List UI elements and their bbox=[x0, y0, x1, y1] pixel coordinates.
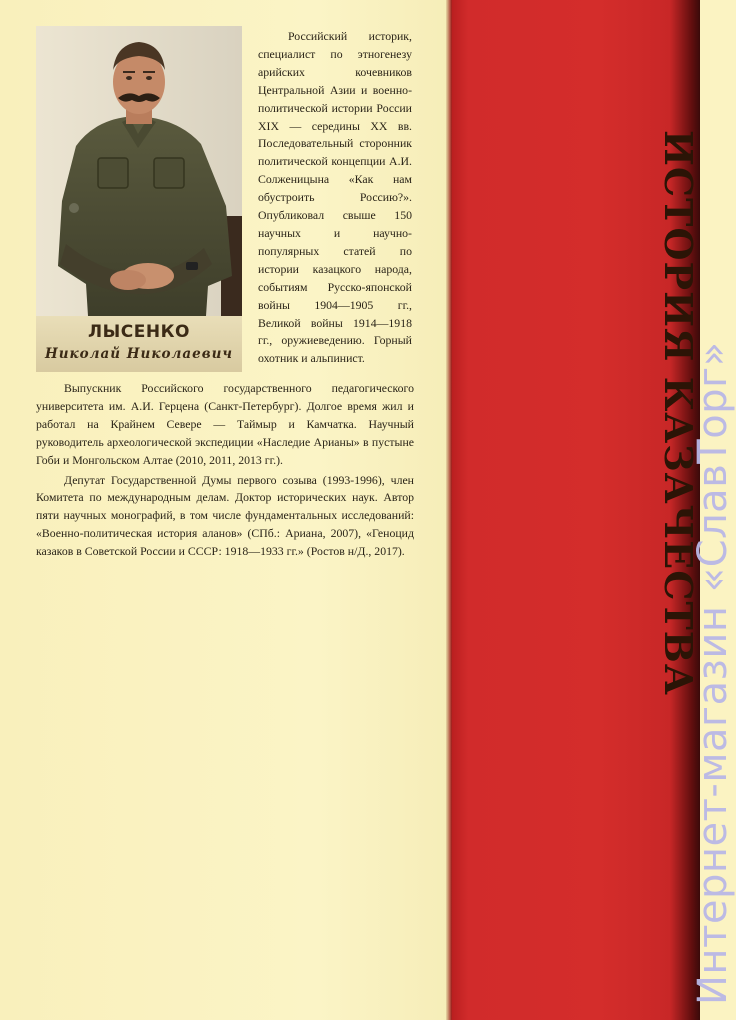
author-portrait-illustration bbox=[36, 26, 242, 316]
bio-paragraph-career: Депутат Государственной Думы первого созыва (1993-1996), член Комитета по международным делам. Доктор исторических наук. Автор пяти научных монографий, в том числе фундаментальных исследований: «Военно-политическая история аланов» (СПб.: Ариана, 2007), «Геноцид казаков в Советской России и СССР: 1918—1933 гг.» (Ростов н/Д., 2017). bbox=[36, 472, 414, 559]
author-bio-intro bbox=[258, 28, 412, 368]
author-surname: ЛЫСЕНКО bbox=[88, 322, 190, 342]
author-bio-main bbox=[36, 380, 414, 563]
bio-intro-text: Российский историк, специалист по этногенезу арийских кочевников Центральной Азии и военно-политической истории России XIX — середины XX вв. Последовательный сторонник политической концепции А.И. Солженицына «Как нам обустроить Россию?». Опубликовал свыше 150 научных и научно-популярных статей по истории казацкого народа, событиям Русско-японской войны 1904—1905 гг., Великой войны 1914—1918 гг., оружиеведению. Горный охотник и альпинист. bbox=[258, 29, 412, 366]
author-photo-block bbox=[36, 26, 242, 372]
author-name-caption bbox=[36, 316, 242, 372]
author-photo bbox=[36, 26, 242, 316]
author-given-names: Николай Николаевич bbox=[44, 346, 234, 362]
spine-edge bbox=[446, 0, 452, 1020]
bio-paragraph-education: Выпускник Российского государственного педагогического университета им. А.И. Герцена (Санкт-Петербург). Долгое время жил и работал на Крайнем Севере — Таймыр и Камчатка. Научный руководитель археологической экспедиции «Наследие Арианы» в пустыне Гоби и Монгольском Алтае (2010, 2011, 2013 гг.). bbox=[36, 381, 414, 467]
store-watermark: Интернет-магазин «СлавТорг» bbox=[690, 341, 736, 1005]
spine-title: ИСТОРИЯ КАЗАЧЕСТВА bbox=[656, 130, 701, 696]
